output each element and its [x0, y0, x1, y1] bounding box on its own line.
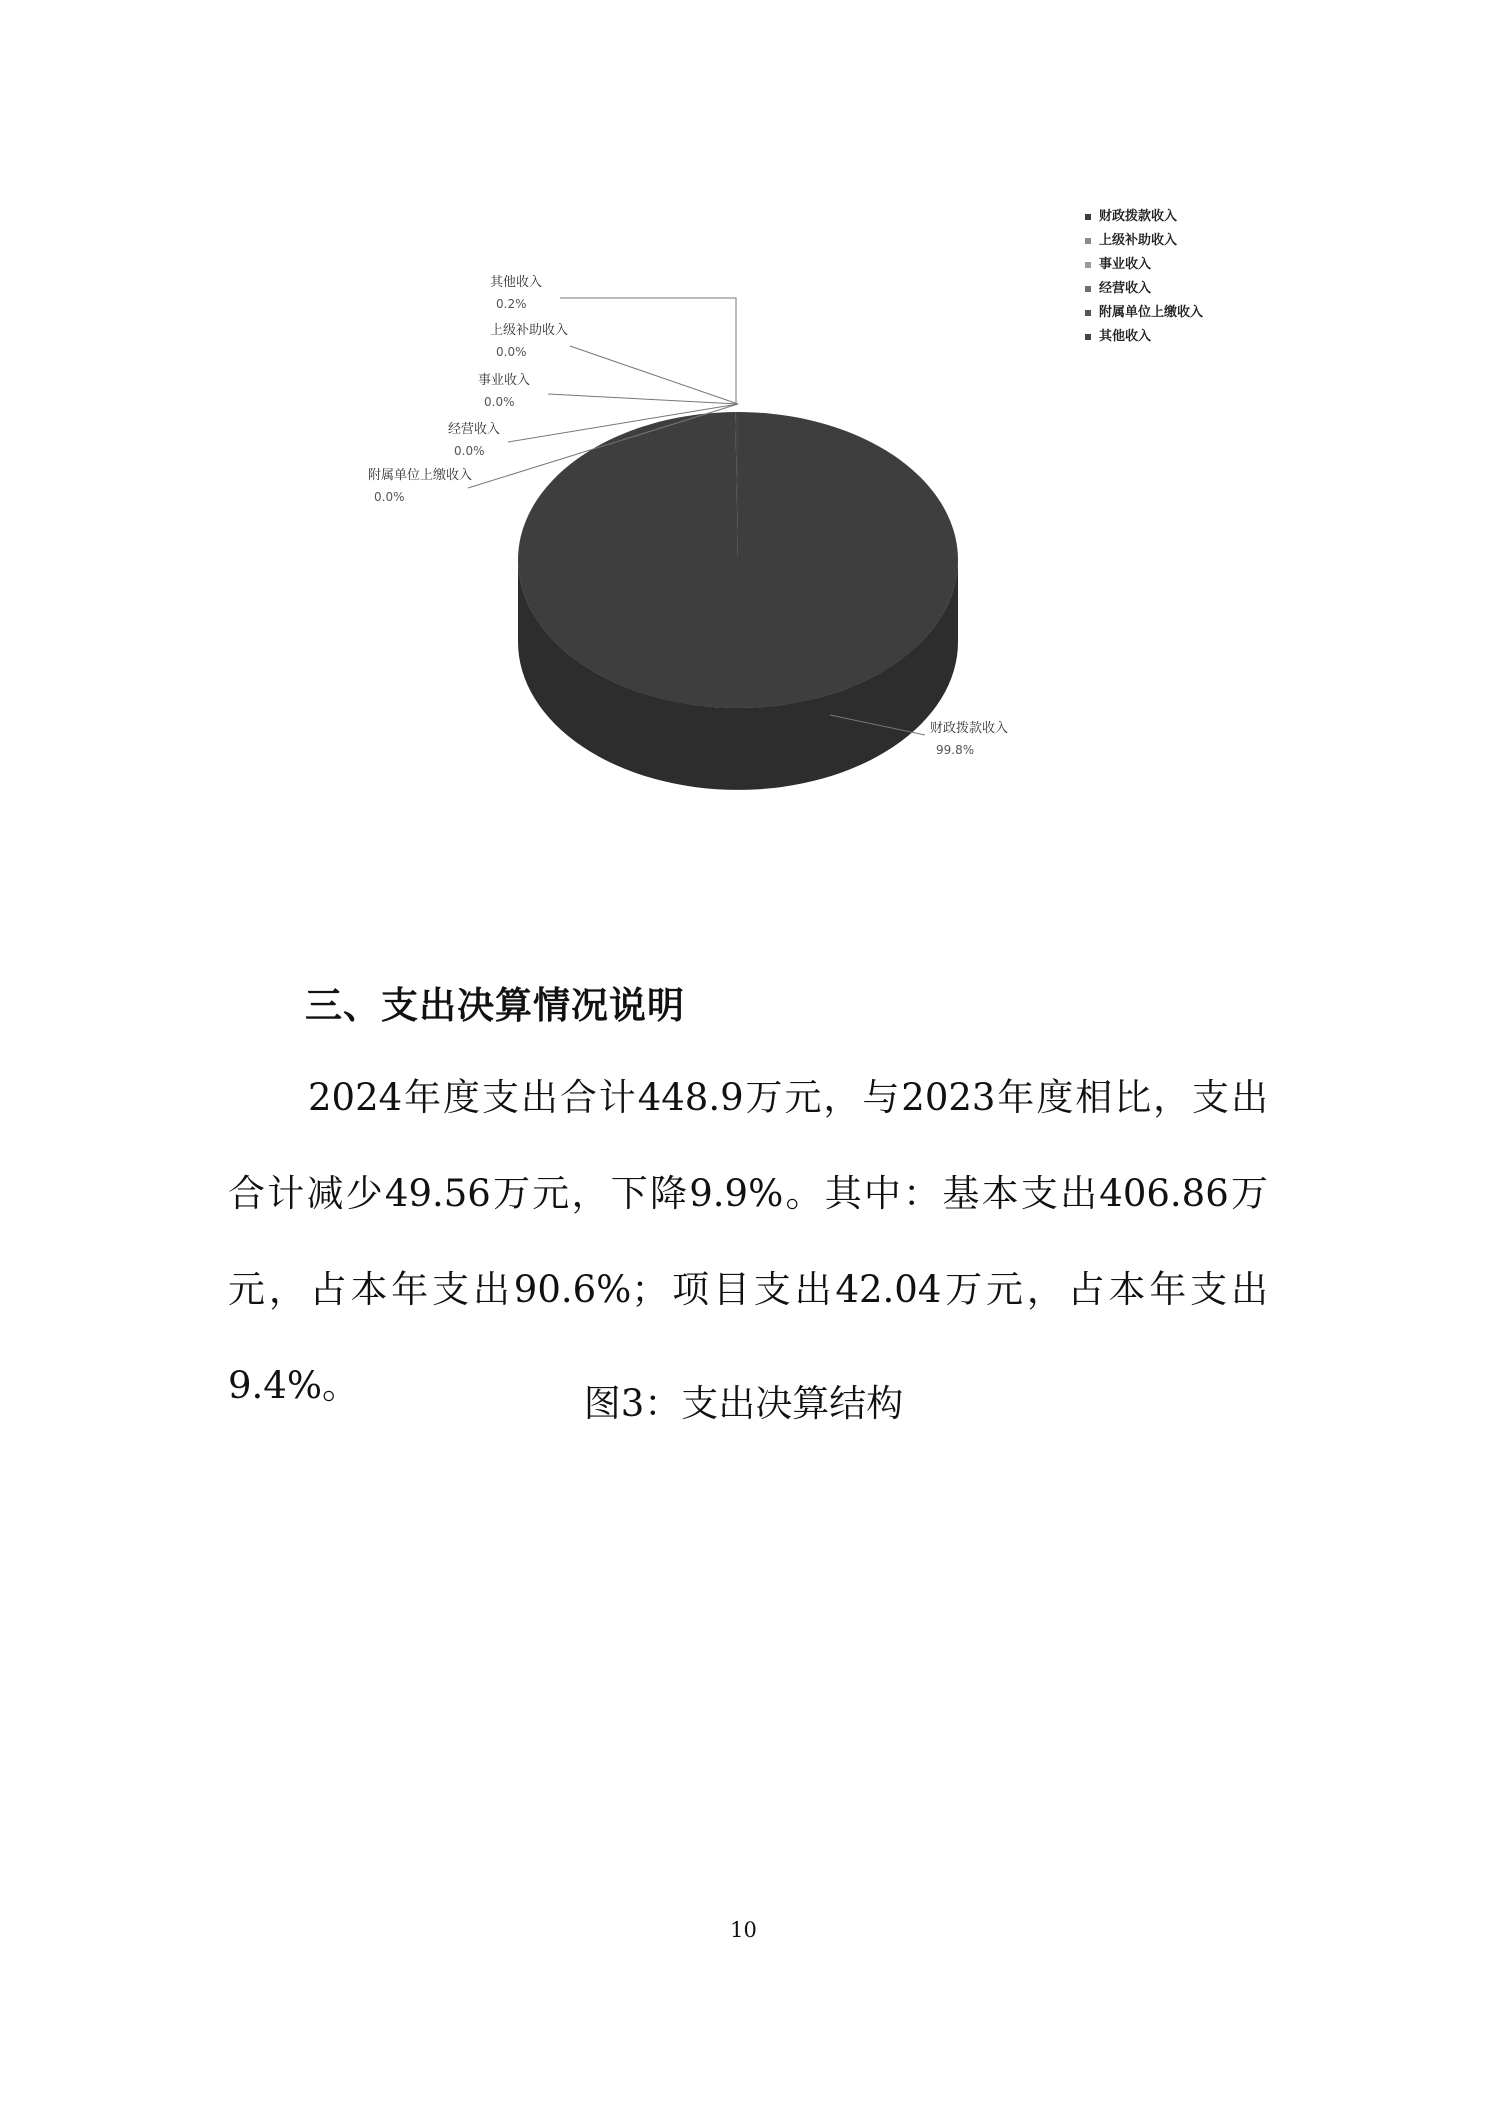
slice-category-label: 财政拨款收入 [930, 721, 1009, 736]
figure-caption: 图3：支出决算结构 [583, 1382, 904, 1425]
slice-category-label: 其他收入 [490, 275, 543, 290]
legend-swatch [1085, 238, 1091, 244]
legend-label: 经营收入 [1099, 281, 1152, 296]
slice-value-label: 0.0% [374, 490, 405, 504]
section-heading: 三、支出决算情况说明 [305, 984, 685, 1027]
slice-value-label: 99.8% [936, 743, 975, 757]
legend-item [1085, 205, 1203, 229]
slice-value-label: 0.0% [454, 444, 485, 458]
legend-item [1085, 301, 1203, 325]
pie-3d-body [518, 412, 958, 790]
slice-value-label: 0.0% [484, 395, 515, 409]
legend-swatch [1085, 334, 1091, 340]
legend-swatch [1085, 214, 1091, 220]
legend-swatch [1085, 310, 1091, 316]
legend-item [1085, 253, 1203, 277]
slice-value-label: 0.2% [496, 297, 527, 311]
leader-line-5 [560, 298, 736, 404]
slice-value-label: 0.0% [496, 345, 527, 359]
legend-swatch [1085, 286, 1091, 292]
leader-line-1 [570, 346, 738, 404]
leader-line-2 [548, 394, 738, 404]
legend-label: 事业收入 [1099, 257, 1152, 272]
legend-label: 附属单位上缴收入 [1099, 305, 1204, 320]
slice-category-label: 事业收入 [478, 373, 531, 388]
section-paragraph: 2024年度支出合计448.9万元，与2023年度相比，支出合计减少49.56万元，下降9.9%。其中：基本支出406.86万元，占本年支出90.6%；项目支出42.04万元，占本年支出9.4%。 [228, 1076, 1268, 1407]
slice-category-label: 上级补助收入 [490, 323, 569, 338]
legend-label: 其他收入 [1099, 329, 1152, 344]
pie-chart [0, 0, 1487, 900]
legend-swatch [1085, 262, 1091, 268]
page-number: 10 [730, 1918, 757, 1942]
slice-category-label: 经营收入 [448, 422, 501, 437]
chart-legend [1085, 205, 1203, 349]
legend-item [1085, 325, 1203, 349]
slice-category-label: 附属单位上缴收入 [368, 468, 473, 483]
legend-item [1085, 229, 1203, 253]
legend-label: 财政拨款收入 [1099, 209, 1178, 224]
legend-item [1085, 277, 1203, 301]
legend-label: 上级补助收入 [1099, 233, 1178, 248]
